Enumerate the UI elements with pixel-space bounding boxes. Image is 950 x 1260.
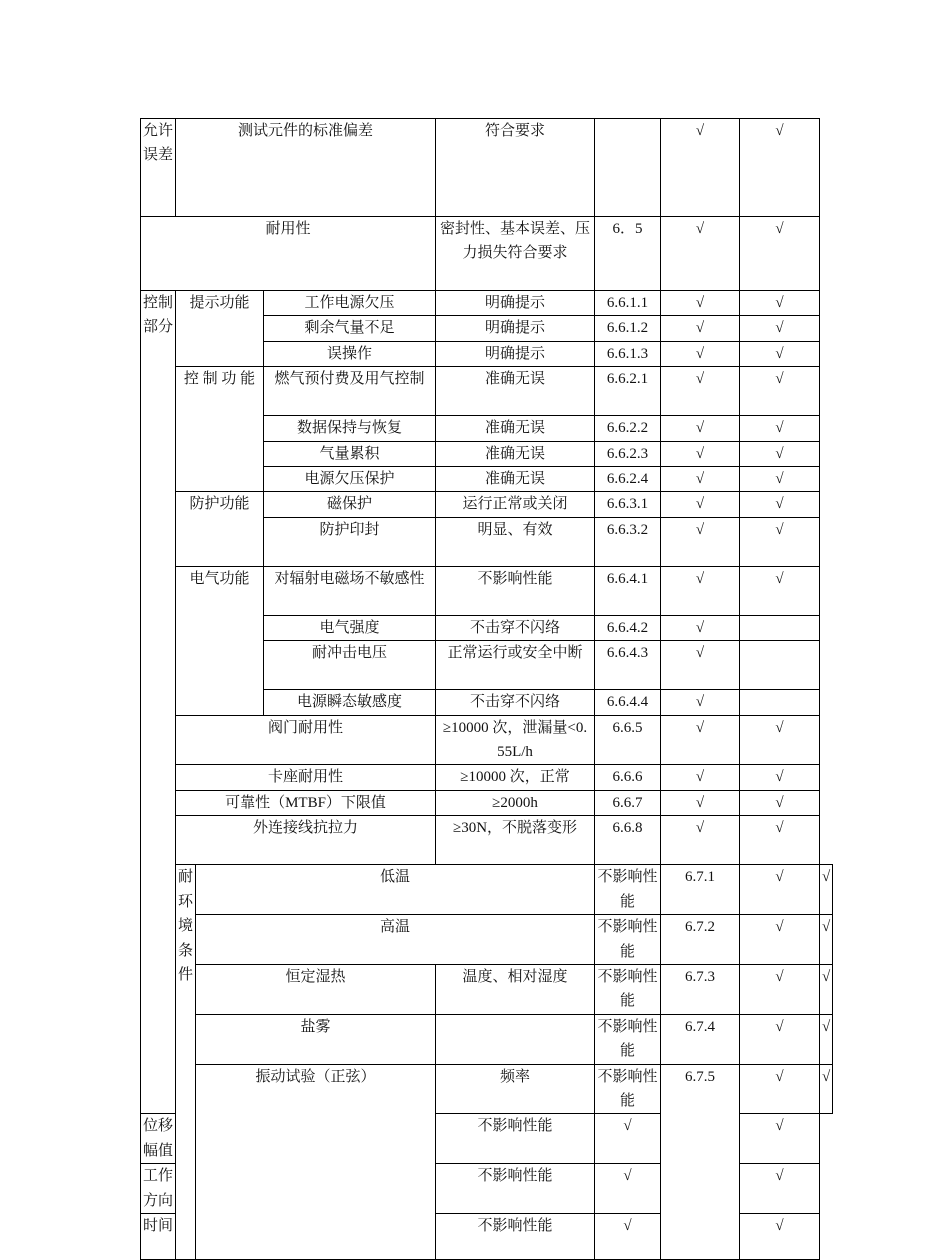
item-cell: 数据保持与恢复	[264, 416, 436, 441]
clause-cell: 6.6.5	[595, 715, 661, 765]
requirement-cell: 不影响性能	[436, 1114, 595, 1164]
item-cell: 磁保护	[264, 492, 436, 517]
check-mark: √	[661, 566, 740, 615]
item-cell: 防护印封	[264, 517, 436, 566]
requirement-cell: 符合要求	[436, 119, 595, 217]
requirement-cell: 不影响性能	[595, 865, 661, 915]
check-mark: √	[740, 816, 820, 865]
item-cell: 外连接线抗拉力	[176, 816, 436, 865]
check-mark: √	[740, 566, 820, 615]
check-mark: √	[661, 416, 740, 441]
clause-cell: 6.7.4	[661, 1014, 740, 1064]
check-mark: √	[740, 865, 820, 915]
requirement-cell: 正常运行或安全中断	[436, 641, 595, 690]
requirement-cell: 不影响性能	[595, 1064, 661, 1114]
check-mark: √	[661, 467, 740, 492]
inspection-table	[140, 118, 833, 1260]
requirement-cell: 明确提示	[436, 291, 595, 316]
item-cell: 卡座耐用性	[176, 765, 436, 790]
clause-cell: 6.6.2.2	[595, 416, 661, 441]
check-mark: √	[661, 316, 740, 341]
item-cell: 测试元件的标准偏差	[176, 119, 436, 217]
check-mark: √	[740, 765, 820, 790]
check-mark: √	[740, 1114, 820, 1164]
check-mark: √	[820, 865, 833, 915]
requirement-cell: 不击穿不闪络	[436, 690, 595, 715]
requirement-cell: 不影响性能	[436, 1213, 595, 1259]
check-mark: √	[740, 467, 820, 492]
check-mark: √	[661, 765, 740, 790]
check-mark: √	[740, 1014, 820, 1064]
check-mark: √	[595, 1164, 661, 1214]
check-mark: √	[661, 291, 740, 316]
item-cell: 误操作	[264, 341, 436, 366]
item-cell: 工作方向	[141, 1164, 176, 1214]
check-mark: √	[740, 915, 820, 965]
check-mark: √	[740, 1064, 820, 1114]
clause-cell: 6.7.5	[661, 1064, 740, 1259]
item-cell: 阀门耐用性	[176, 715, 436, 765]
requirement-cell: 运行正常或关闭	[436, 492, 595, 517]
check-mark: √	[740, 790, 820, 815]
check-mark: √	[661, 790, 740, 815]
subgroup-label: 盐雾	[196, 1014, 436, 1064]
item-cell: 耐冲击电压	[264, 641, 436, 690]
check-mark: √	[595, 1213, 661, 1259]
check-mark: √	[661, 217, 740, 291]
item-cell: 温度、相对湿度	[436, 964, 595, 1014]
item-cell: 电源瞬态敏感度	[264, 690, 436, 715]
check-mark: √	[740, 217, 820, 291]
check-mark: √	[740, 119, 820, 217]
subgroup-label: 电气功能	[176, 566, 264, 715]
clause-cell: 6.6.4.3	[595, 641, 661, 690]
check-mark: √	[820, 1014, 833, 1064]
clause-cell: 6.6.1.1	[595, 291, 661, 316]
item-cell: 气量累积	[264, 441, 436, 466]
clause-cell: 6.6.8	[595, 816, 661, 865]
requirement-cell: ≥30N，不脱落变形	[436, 816, 595, 865]
item-cell: 剩余气量不足	[264, 316, 436, 341]
item-cell: 电源欠压保护	[264, 467, 436, 492]
requirement-cell: 准确无误	[436, 441, 595, 466]
requirement-cell: 不影响性能	[595, 1014, 661, 1064]
clause-cell: 6.7.2	[661, 915, 740, 965]
clause-cell: 6.6.7	[595, 790, 661, 815]
check-mark: √	[740, 441, 820, 466]
check-mark: √	[661, 641, 740, 690]
check-mark: √	[595, 1114, 661, 1164]
clause-cell: 6.6.3.2	[595, 517, 661, 566]
requirement-cell: 明确提示	[436, 316, 595, 341]
control-group-label: 控制部分	[141, 291, 176, 1114]
check-mark: √	[661, 341, 740, 366]
subgroup-label: 控 制 功 能	[176, 367, 264, 492]
check-mark: √	[820, 964, 833, 1014]
requirement-cell: 不击穿不闪络	[436, 615, 595, 640]
clause-cell: 6.6.4.2	[595, 615, 661, 640]
check-mark: √	[740, 1213, 820, 1259]
tolerance-group-label: 允许误差	[141, 119, 176, 217]
requirement-cell: ≥10000 次，泄漏量<0. 55L/h	[436, 715, 595, 765]
subgroup-label: 防护功能	[176, 492, 264, 566]
empty-cell	[740, 690, 820, 715]
item-cell: 可靠性（MTBF）下限值	[176, 790, 436, 815]
requirement-cell: 不影响性能	[595, 964, 661, 1014]
empty-cell	[740, 641, 820, 690]
clause-cell: 6.6.2.4	[595, 467, 661, 492]
check-mark: √	[661, 492, 740, 517]
check-mark: √	[740, 367, 820, 416]
check-mark: √	[740, 964, 820, 1014]
clause-cell: 6.6.6	[595, 765, 661, 790]
clause-cell: 6．5	[595, 217, 661, 291]
subgroup-label: 振动试验（正弦）	[196, 1064, 436, 1259]
check-mark: √	[661, 441, 740, 466]
check-mark: √	[740, 291, 820, 316]
item-cell: 电气强度	[264, 615, 436, 640]
requirement-cell: 明确提示	[436, 341, 595, 366]
clause-cell: 6.7.1	[661, 865, 740, 915]
requirement-cell: ≥2000h	[436, 790, 595, 815]
item-cell: 燃气预付费及用气控制	[264, 367, 436, 416]
item-cell: 低温	[196, 865, 595, 915]
empty-cell	[740, 615, 820, 640]
requirement-cell: ≥10000 次，正常	[436, 765, 595, 790]
clause-cell: 6.6.4.4	[595, 690, 661, 715]
check-mark: √	[661, 690, 740, 715]
requirement-cell: 不影响性能	[436, 1164, 595, 1214]
check-mark: √	[740, 341, 820, 366]
clause-cell: 6.6.2.1	[595, 367, 661, 416]
clause-cell: 6.6.4.1	[595, 566, 661, 615]
environment-group-label: 耐环境条件	[176, 865, 196, 1260]
requirement-cell: 明显、有效	[436, 517, 595, 566]
requirement-cell: 准确无误	[436, 367, 595, 416]
check-mark: √	[740, 517, 820, 566]
clause-cell: 6.6.1.2	[595, 316, 661, 341]
item-cell: 对辐射电磁场不敏感性	[264, 566, 436, 615]
clause-cell: 6.6.3.1	[595, 492, 661, 517]
check-mark: √	[661, 615, 740, 640]
requirement-cell: 密封性、基本误差、压力损失符合要求	[436, 217, 595, 291]
requirement-cell: 准确无误	[436, 467, 595, 492]
requirement-cell: 准确无误	[436, 416, 595, 441]
item-cell: 高温	[196, 915, 595, 965]
item-cell: 工作电源欠压	[264, 291, 436, 316]
item-cell: 频率	[436, 1064, 595, 1114]
check-mark: √	[820, 915, 833, 965]
check-mark: √	[661, 367, 740, 416]
check-mark: √	[661, 517, 740, 566]
item-cell: 位移幅值	[141, 1114, 176, 1164]
check-mark: √	[740, 715, 820, 765]
subgroup-label: 提示功能	[176, 291, 264, 367]
check-mark: √	[661, 715, 740, 765]
clause-cell: 6.6.2.3	[595, 441, 661, 466]
check-mark: √	[740, 492, 820, 517]
check-mark: √	[740, 316, 820, 341]
check-mark: √	[740, 416, 820, 441]
requirement-cell: 不影响性能	[595, 915, 661, 965]
subgroup-label: 恒定湿热	[196, 964, 436, 1014]
requirement-cell: 不影响性能	[436, 566, 595, 615]
check-mark: √	[820, 1064, 833, 1114]
check-mark: √	[740, 1164, 820, 1214]
clause-cell: 6.7.3	[661, 964, 740, 1014]
check-mark: √	[661, 816, 740, 865]
item-cell	[436, 1014, 595, 1064]
item-cell: 耐用性	[141, 217, 436, 291]
clause-cell: 6.6.1.3	[595, 341, 661, 366]
item-cell: 时间	[141, 1213, 176, 1259]
clause-cell	[595, 119, 661, 217]
check-mark: √	[661, 119, 740, 217]
